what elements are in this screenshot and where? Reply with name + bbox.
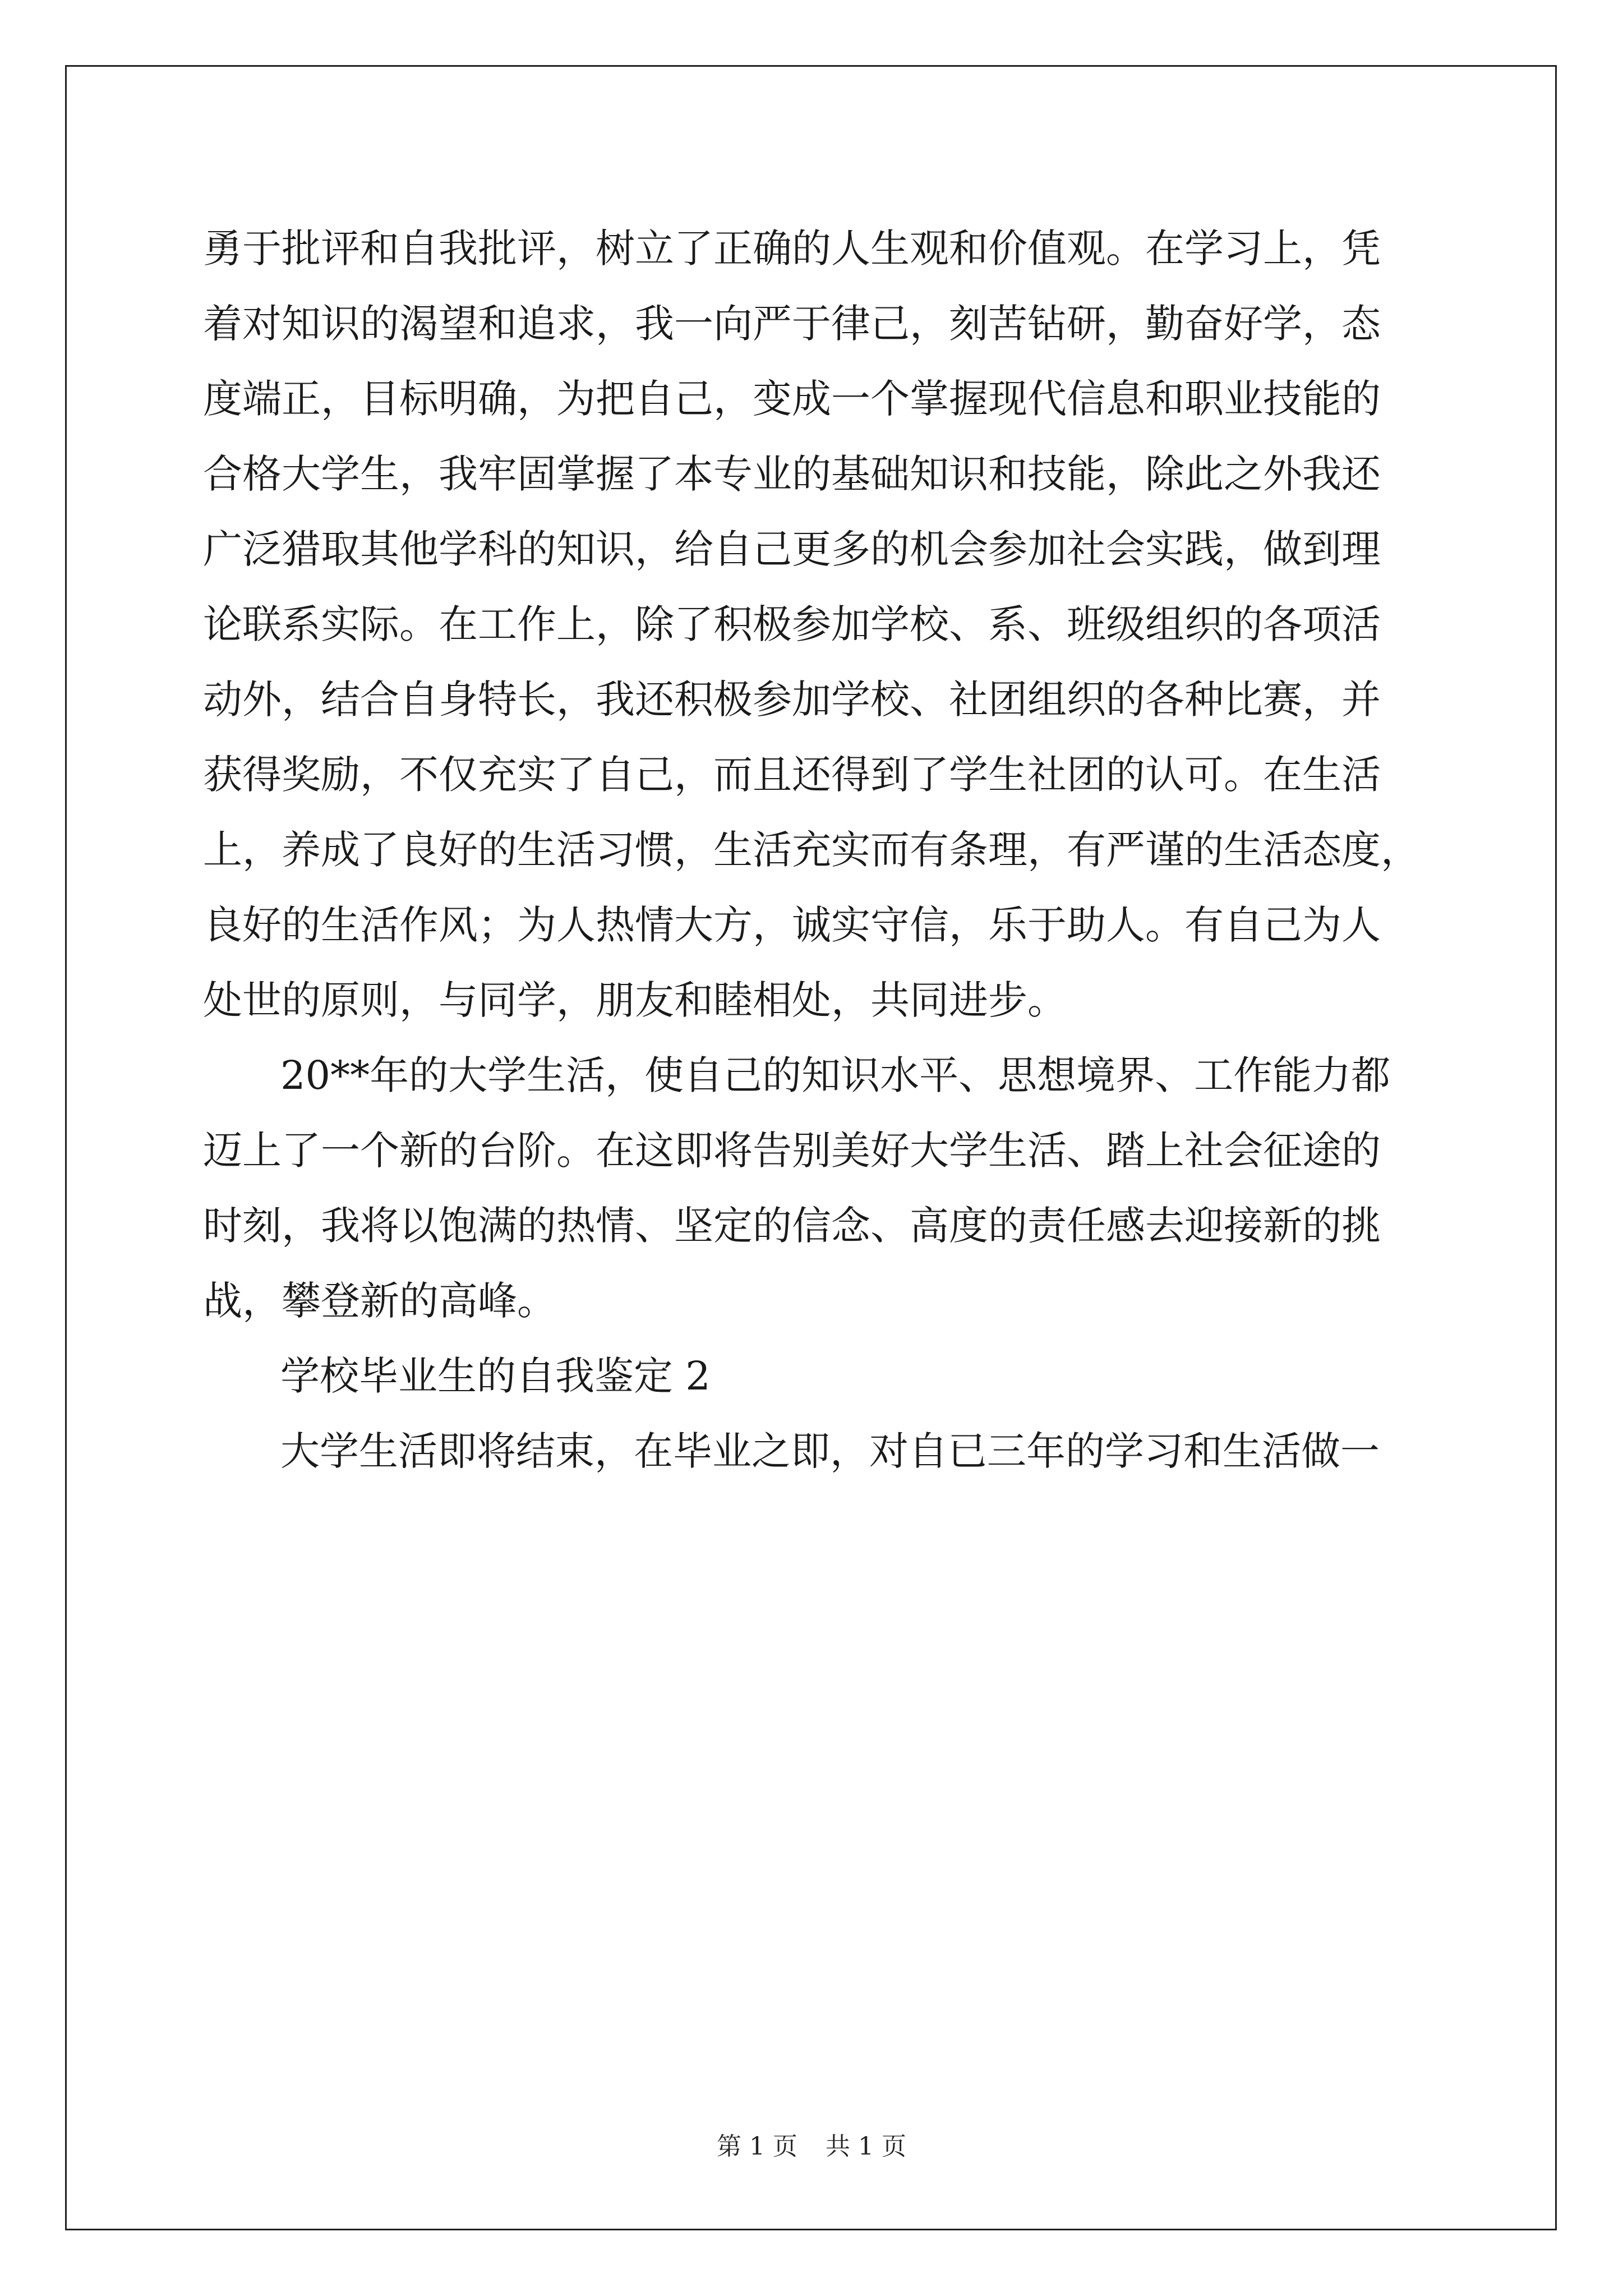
page-footer: [0, 2130, 1623, 2164]
text-line: 良好的生活作风；为人热情大方，诚实守信，乐于助人。有自己为人: [203, 902, 1381, 948]
text-line: 度端正，目标明确，为把自己，变成一个掌握现代信息和职业技能的: [203, 376, 1381, 422]
text-line: 广泛猎取其他学科的知识，给自己更多的机会参加社会实践，做到理: [203, 526, 1381, 572]
text-line: 20**年的大学生活，使自己的知识水平、思想境界、工作能力都: [280, 1052, 1391, 1098]
text-line: 时刻，我将以饱满的热情、坚定的信念、高度的责任感去迎接新的挑: [203, 1203, 1381, 1249]
text-line: 上，养成了良好的生活习惯，生活充实而有条理，有严谨的生活态度，: [203, 827, 1420, 873]
text-line: 战，攀登新的高峰。: [203, 1278, 556, 1324]
text-line: 动外，结合自身特长，我还积极参加学校、社团组织的各种比赛，并: [203, 677, 1381, 723]
text-line: 处世的原则，与同学，朋友和睦相处，共同进步。: [203, 977, 1067, 1023]
text-line: 大学生活即将结束，在毕业之即，对自已三年的学习和生活做一: [280, 1428, 1380, 1474]
text-line: 勇于批评和自我批评，树立了正确的人生观和价值观。在学习上，凭: [203, 226, 1381, 272]
text-line: 论联系实际。在工作上，除了积极参加学校、系、班级组织的各项活: [203, 601, 1381, 647]
text-line: 合格大学生，我牢固掌握了本专业的基础知识和技能，除此之外我还: [203, 451, 1381, 497]
section-heading: 学校毕业生的自我鉴定 2: [280, 1353, 711, 1399]
text-line: 迈上了一个新的台阶。在这即将告别美好大学生活、踏上社会征途的: [203, 1128, 1381, 1174]
page-number: 第 1 页: [717, 2132, 797, 2161]
text-line: 着对知识的渴望和追求，我一向严于律己，刻苦钻研，勤奋好学，态: [203, 301, 1381, 347]
text-line: 获得奖励，不仅充实了自己，而且还得到了学生社团的认可。在生活: [203, 752, 1381, 798]
page-total: 共 1 页: [826, 2132, 906, 2161]
